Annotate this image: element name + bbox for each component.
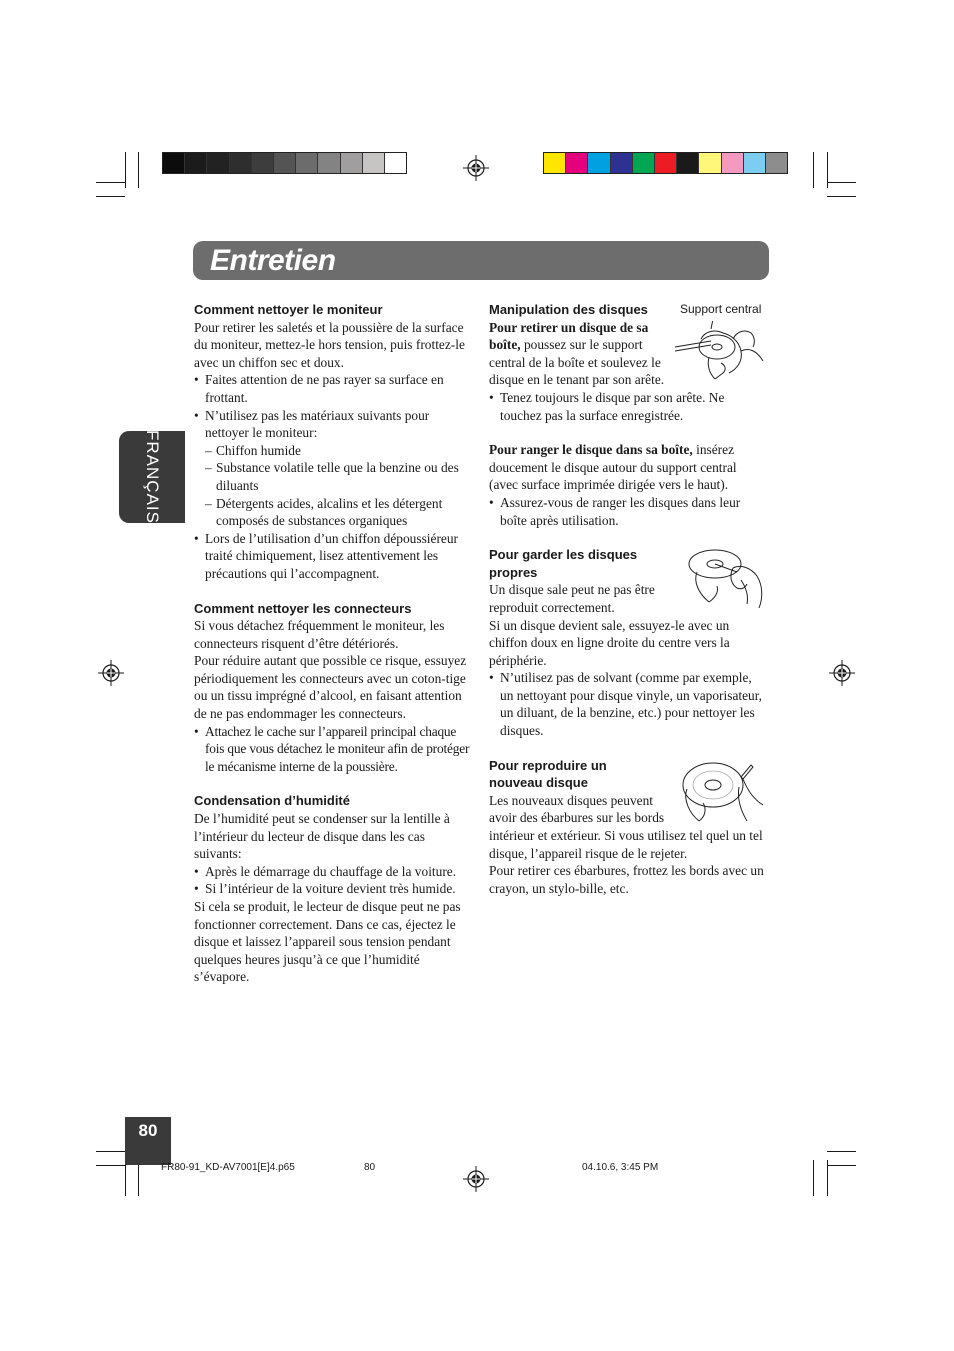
section-heading-clean: Pour garder les disques propres xyxy=(489,547,638,580)
footer-page: 80 xyxy=(364,1162,376,1173)
color-swatch xyxy=(744,153,766,173)
grayscale-swatch xyxy=(318,153,340,173)
crop-mark xyxy=(96,1151,125,1152)
bullet-item: • Assurez-vous de ranger les disques dans leur boîte après utilisation. xyxy=(489,494,767,529)
color-swatch xyxy=(544,153,566,173)
grayscale-swatch xyxy=(207,153,229,173)
footer-filename: FR80-91_KD-AV7001[E]4.p65 xyxy=(161,1162,295,1173)
disc-cleaning-illustration-icon xyxy=(685,542,767,612)
crop-mark xyxy=(138,152,139,188)
bold-lead: Pour retirer un disque de sa boîte, xyxy=(489,319,649,353)
dash-item: – Chiffon humide xyxy=(194,442,474,460)
bullet-item: • Faites attention de ne pas rayer sa surface en frottant. xyxy=(194,371,474,406)
bullet-item: • N’utilisez pas les matériaux suivants pour nettoyer le moniteur: xyxy=(194,407,474,442)
bullet-item: • Après le démarrage du chauffage de la voiture. xyxy=(194,863,474,881)
crop-mark xyxy=(827,1165,856,1166)
color-swatch xyxy=(655,153,677,173)
crop-mark xyxy=(125,1160,126,1196)
color-swatch xyxy=(766,153,787,173)
grayscale-swatch xyxy=(296,153,318,173)
page-title: Entretien xyxy=(210,244,336,277)
title-band xyxy=(193,241,769,280)
paragraph xyxy=(489,441,767,494)
section-heading-new-disc: Pour reproduire un nouveau disque xyxy=(489,757,607,791)
bullet-item: • Lors de l’utilisation d’un chiffon dépoussiéreur traité chimiquement, lisez attentivement les précautions qui l’accompagnent. xyxy=(194,530,474,583)
color-swatch xyxy=(611,153,633,173)
crop-mark xyxy=(813,152,814,188)
color-swatch xyxy=(633,153,655,173)
section-heading-monitor: Comment nettoyer le moniteur xyxy=(194,302,383,317)
section-heading-condensation: Condensation d’humidité xyxy=(194,793,350,809)
paragraph: Si vous détachez fréquemment le moniteur, les connecteurs risquent d’être détériorés. xyxy=(194,618,445,651)
page-number-box xyxy=(125,1117,171,1165)
bullet-item: • Attachez le cache sur l’appareil principal chaque fois que vous détachez le moniteur afin de protéger le mécanisme interne de la poussière. xyxy=(194,723,474,776)
crop-mark xyxy=(138,1160,139,1196)
registration-mark-icon xyxy=(98,660,124,686)
crop-mark xyxy=(96,1165,125,1166)
language-label: FRANÇAIS xyxy=(143,430,162,524)
disc-case-illustration-icon xyxy=(671,321,767,383)
color-swatch xyxy=(677,153,699,173)
footer-timestamp: 04.10.6, 3:45 PM xyxy=(582,1162,659,1173)
crop-mark xyxy=(827,182,856,183)
crop-mark xyxy=(813,1160,814,1196)
grayscale-swatch xyxy=(230,153,252,173)
dash-item: – Détergents acides, alcalins et les détergent composés de substances organiques xyxy=(194,495,474,530)
crop-mark xyxy=(827,1151,856,1152)
page-number: 80 xyxy=(138,1121,158,1140)
bullet-item: • Tenez toujours le disque par son arête. Ne touchez pas la surface enregistrée. xyxy=(489,389,767,424)
bullet-item: • N’utilisez pas de solvant (comme par exemple, un nettoyant pour disque vinyle, un vaporisateur, un diluant, de la benzine, etc.) pour nettoyer les disques. xyxy=(489,669,767,739)
right-column xyxy=(489,301,767,897)
new-disc-illustration-icon xyxy=(681,759,767,827)
color-swatch xyxy=(588,153,610,173)
grayscale-swatch xyxy=(163,153,185,173)
crop-mark xyxy=(96,182,125,183)
crop-mark xyxy=(96,196,125,197)
paragraph: Si un disque devient sale, essuyez-le avec un chiffon doux en ligne droite du centre vers la périphérie. xyxy=(489,617,730,668)
left-column xyxy=(194,301,474,986)
paragraph: Pour retirer les saletés et la poussière de la surface du moniteur, mettez-le hors tension, puis frottez-le avec un chiffon sec et doux. xyxy=(194,319,465,370)
grayscale-swatch xyxy=(363,153,385,173)
paragraph: Les nouveaux disques peuvent avoir des ébarbures sur les bords intérieur et extérieur. Si vous utilisez tel quel un tel disque, l’appareil risque de le rejeter. xyxy=(489,792,763,861)
color-swatch xyxy=(722,153,744,173)
registration-mark-icon xyxy=(829,660,855,686)
registration-mark-icon xyxy=(463,155,489,181)
grayscale-swatch xyxy=(385,153,406,173)
paragraph: De l’humidité peut se condenser sur la lentille à l’intérieur du lecteur de disque dans les cas suivants: xyxy=(194,811,450,862)
grayscale-swatch xyxy=(274,153,296,173)
paragraph: Pour réduire autant que possible ce risque, essuyez périodiquement les connecteurs avec un coton-tige ou un tissu imprégné d’alcool, en faisant attention de ne pas endommager les connecteurs. xyxy=(194,653,467,722)
grayscale-swatch xyxy=(341,153,363,173)
crop-mark xyxy=(125,152,126,188)
grayscale-swatch xyxy=(185,153,207,173)
dash-item: – Substance volatile telle que la benzine ou des diluants xyxy=(194,459,474,494)
registration-mark-icon xyxy=(463,1166,489,1192)
paragraph: Pour retirer ces ébarbures, frottez les bords avec un crayon, un stylo-bille, etc. xyxy=(489,863,764,896)
paragraph-text: poussez sur le support central de la boîte et soulevez le disque en le tenant par son arête. xyxy=(489,337,665,388)
illustration-caption: Support central xyxy=(680,302,762,316)
section-heading-handling: Manipulation des disques xyxy=(489,302,648,317)
crop-mark xyxy=(827,196,856,197)
paragraph-text: insérez doucement le disque autour du support central (avec surface imprimée dirigée vers le haut). xyxy=(489,442,737,493)
grayscale-swatch xyxy=(252,153,274,173)
section-heading-connectors: Comment nettoyer les connecteurs xyxy=(194,600,412,616)
color-swatch xyxy=(699,153,721,173)
paragraph: Si cela se produit, le lecteur de disque peut ne pas fonctionner correctement. Dans ce cas, éjectez le disque et laissez l’appareil sous tension pendant quelques heures jusqu’à ce que l’humidité s’évapore. xyxy=(194,899,461,985)
color-swatch xyxy=(566,153,588,173)
bold-lead: Pour ranger le disque dans sa boîte, xyxy=(489,442,693,458)
language-tab xyxy=(119,431,185,523)
grayscale-calibration-bar xyxy=(162,152,407,174)
color-calibration-bar xyxy=(543,152,788,174)
paragraph: Un disque sale peut ne pas être reproduit correctement. xyxy=(489,582,655,615)
bullet-item: • Si l’intérieur de la voiture devient très humide. xyxy=(194,880,474,898)
